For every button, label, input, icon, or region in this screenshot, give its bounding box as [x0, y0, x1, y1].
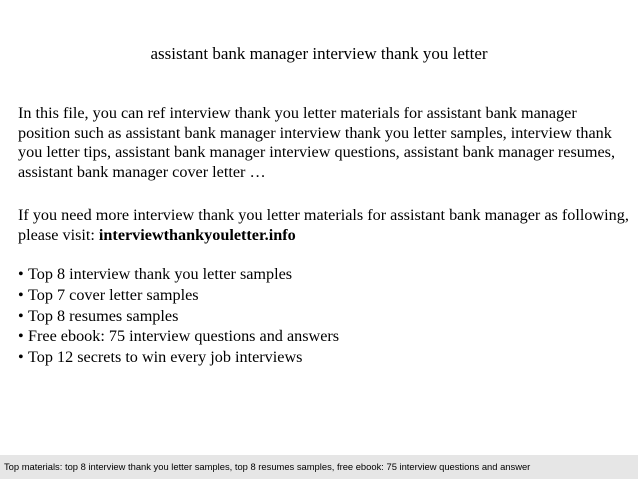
materials-list [18, 264, 630, 368]
footer-bar [0, 455, 638, 479]
list-item [18, 306, 630, 327]
list-item [18, 326, 630, 347]
list-item-text: Top 7 cover letter samples [28, 285, 199, 304]
list-item [18, 347, 630, 368]
list-item-text: Top 8 resumes samples [28, 306, 179, 325]
website-link[interactable]: interviewthankyouletter.info [98, 225, 296, 244]
bullet-icon: • [18, 285, 24, 304]
list-item [18, 285, 630, 306]
bullet-icon: • [18, 306, 24, 325]
footer-text: Top materials: top 8 interview thank you letter samples, top 8 resumes samples, free ebook: 75 interview questions and answer [4, 461, 531, 472]
list-item-text: Free ebook: 75 interview questions and answers [28, 327, 340, 346]
visit-text: If you need more interview thank you letter materials for assistant bank manager as following, please visit: [18, 206, 629, 244]
bullet-icon: • [18, 265, 24, 283]
list-item-text: Top 8 interview thank you letter samples [28, 265, 293, 283]
page-title: assistant bank manager interview thank you letter [150, 44, 488, 63]
bullet-icon: • [18, 327, 24, 346]
visit-paragraph [18, 206, 630, 245]
intro-paragraph: In this file, you can ref interview thank you letter materials for assistant bank manager position such as assistant bank manager interview thank you letter samples, interview thank you letter tips, assistant bank manager interview questions, assistant bank manager resumes, assistant bank manager cover letter … [18, 104, 615, 181]
list-item-text: Top 12 secrets to win every job interviews [28, 348, 303, 367]
list-item [18, 264, 630, 285]
bullet-icon: • [18, 348, 24, 367]
